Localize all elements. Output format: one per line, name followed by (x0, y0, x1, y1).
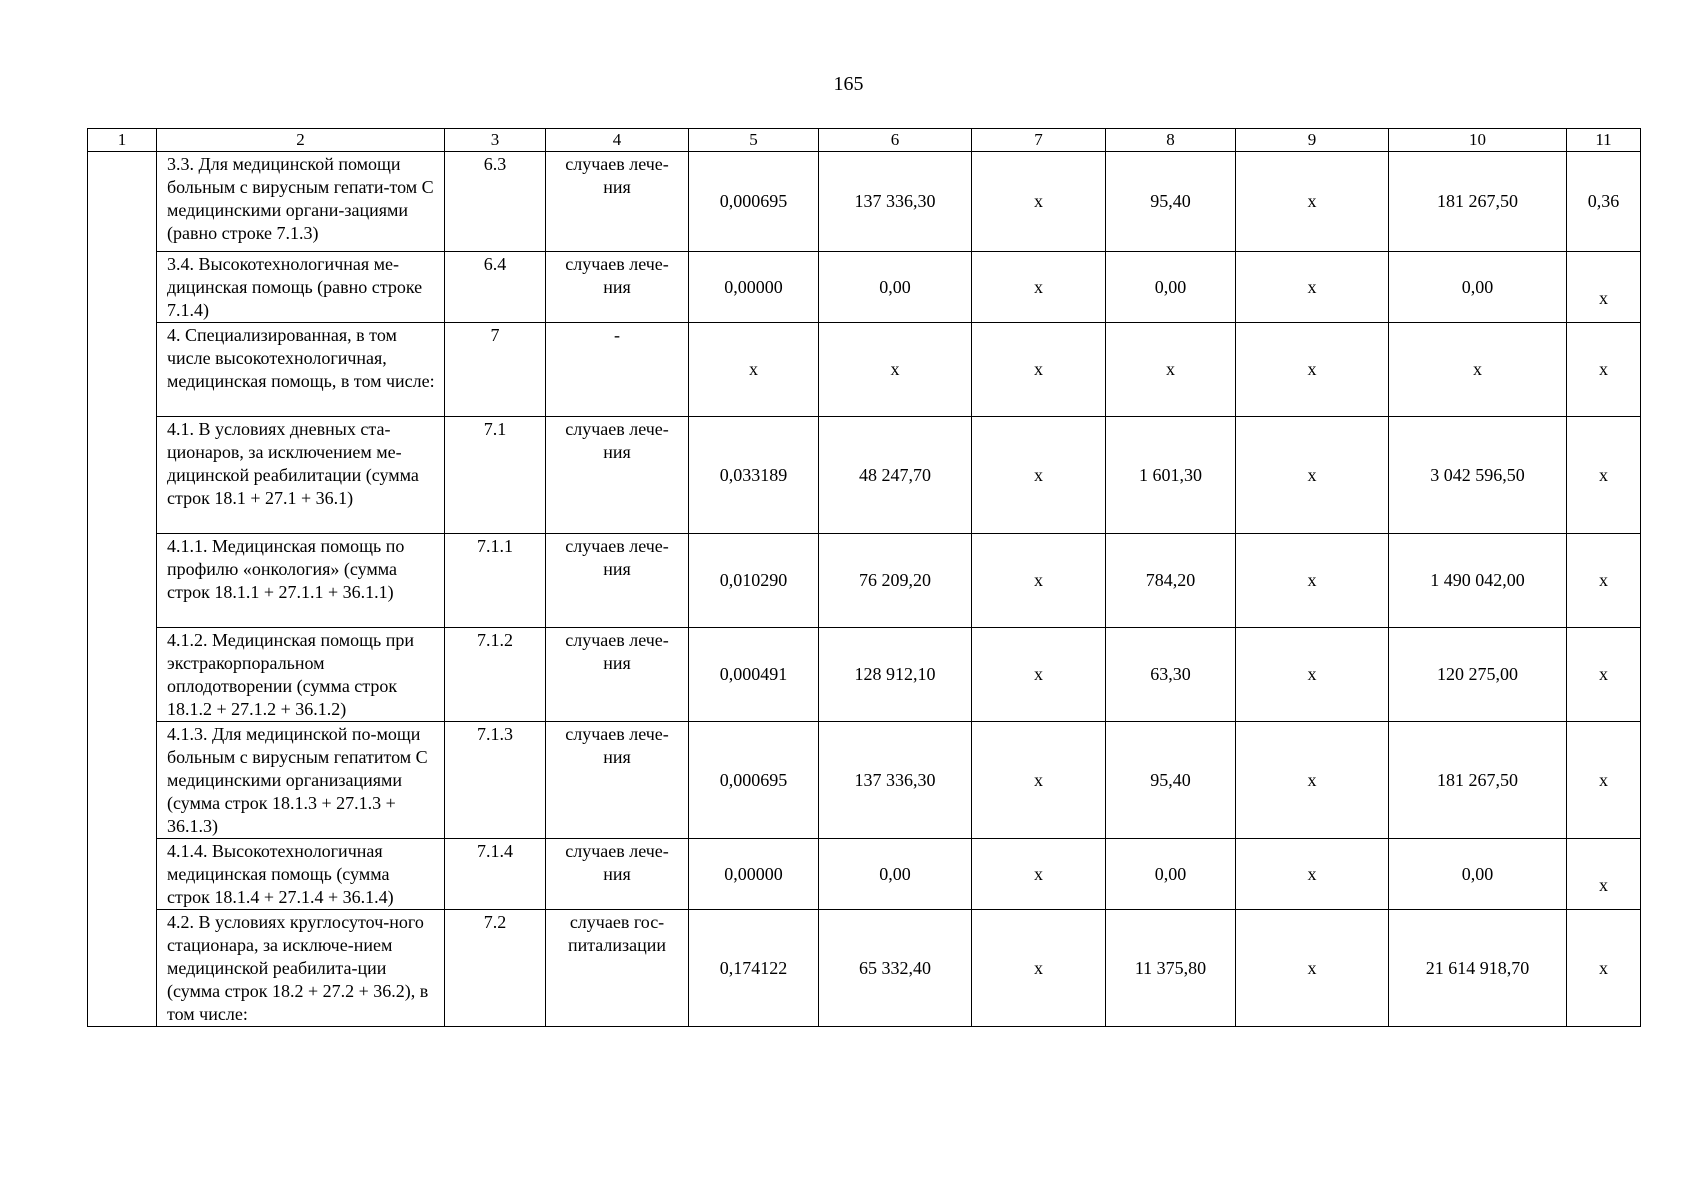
column-header: 5 (689, 129, 819, 152)
page-number: 165 (833, 73, 864, 95)
row-description: 4.1.1. Медицинская помощь по профилю «онкология» (сумма строк 18.1.1 + 27.1.1 + 36.1.1) (157, 534, 445, 628)
row-description: 3.4. Высокотехнологичная ме-дицинская помощь (равно строке 7.1.4) (157, 252, 445, 323)
cell-col7: х (972, 417, 1106, 534)
table-row (88, 323, 1641, 417)
cell-col9: х (1236, 152, 1389, 252)
row-unit: случаев лече-ния (546, 722, 689, 839)
cell-col8: 95,40 (1106, 152, 1236, 252)
column-header: 3 (445, 129, 546, 152)
row-group-cell (88, 152, 157, 1027)
cell-col8: 784,20 (1106, 534, 1236, 628)
row-unit: случаев лече-ния (546, 839, 689, 910)
cell-col5: х (689, 323, 819, 417)
cell-col11: х (1567, 628, 1641, 722)
cell-col6: 76 209,20 (819, 534, 972, 628)
cell-col11: х (1567, 534, 1641, 628)
table-row (88, 534, 1641, 628)
cell-col8: 11 375,80 (1106, 910, 1236, 1027)
cell-col6: х (819, 323, 972, 417)
row-code: 7.1.1 (445, 534, 546, 628)
column-header: 7 (972, 129, 1106, 152)
cell-col10: 3 042 596,50 (1389, 417, 1567, 534)
cell-col7: х (972, 534, 1106, 628)
cell-col7: х (972, 910, 1106, 1027)
cell-col5: 0,000491 (689, 628, 819, 722)
cell-col11: х (1567, 722, 1641, 839)
row-code: 7.2 (445, 910, 546, 1027)
cell-col9: х (1236, 417, 1389, 534)
cell-col6: 137 336,30 (819, 152, 972, 252)
cell-col10: 181 267,50 (1389, 722, 1567, 839)
cell-col5: 0,000695 (689, 152, 819, 252)
row-unit: случаев лече-ния (546, 152, 689, 252)
cell-col7: х (972, 323, 1106, 417)
cell-col9: х (1236, 628, 1389, 722)
row-code: 6.4 (445, 252, 546, 323)
cell-col7: х (972, 252, 1106, 323)
cell-col7: х (972, 722, 1106, 839)
row-code: 7.1.2 (445, 628, 546, 722)
table-row (88, 417, 1641, 534)
column-header: 1 (88, 129, 157, 152)
table-row (88, 252, 1641, 323)
column-header: 2 (157, 129, 445, 152)
row-code: 6.3 (445, 152, 546, 252)
row-unit: случаев лече-ния (546, 534, 689, 628)
table-row (88, 910, 1641, 1027)
row-description: 4.2. В условиях круглосуточ-ного стационара, за исключе-нием медицинской реабилита-ции (сумма строк 18.2 + 27.2 + 36.2), в том числе: (157, 910, 445, 1027)
cell-col6: 0,00 (819, 839, 972, 910)
cell-col10: 0,00 (1389, 252, 1567, 323)
cell-col11: 0,36 (1567, 152, 1641, 252)
row-description: 4.1.2. Медицинская помощь при экстракорпоральном оплодотворении (сумма строк 18.1.2 + 27.1.2 + 36.1.2) (157, 628, 445, 722)
cell-col11: х (1567, 252, 1641, 323)
cell-col10: 21 614 918,70 (1389, 910, 1567, 1027)
cell-col6: 128 912,10 (819, 628, 972, 722)
row-code: 7 (445, 323, 546, 417)
column-header: 6 (819, 129, 972, 152)
row-description: 4. Специализированная, в том числе высокотехнологичная, медицинская помощь, в том числе: (157, 323, 445, 417)
cell-col9: х (1236, 839, 1389, 910)
cell-col5: 0,174122 (689, 910, 819, 1027)
row-unit: случаев лече-ния (546, 417, 689, 534)
row-code: 7.1.3 (445, 722, 546, 839)
cell-col10: 1 490 042,00 (1389, 534, 1567, 628)
data-table (87, 128, 1641, 1027)
cell-col8: 0,00 (1106, 839, 1236, 910)
cell-col6: 48 247,70 (819, 417, 972, 534)
cell-col11: х (1567, 910, 1641, 1027)
cell-col6: 0,00 (819, 252, 972, 323)
cell-col7: х (972, 152, 1106, 252)
row-description: 4.1.3. Для медицинской по-мощи больным с вирусным гепатитом С медицинскими организациями (сумма строк 18.1.3 + 27.1.3 + 36.1.3) (157, 722, 445, 839)
cell-col5: 0,010290 (689, 534, 819, 628)
table-row (88, 722, 1641, 839)
table-row (88, 839, 1641, 910)
row-unit: случаев гос-питализации (546, 910, 689, 1027)
cell-col6: 65 332,40 (819, 910, 972, 1027)
cell-col5: 0,000695 (689, 722, 819, 839)
row-description: 4.1.4. Высокотехнологичная медицинская помощь (сумма строк 18.1.4 + 27.1.4 + 36.1.4) (157, 839, 445, 910)
cell-col9: х (1236, 534, 1389, 628)
cell-col9: х (1236, 252, 1389, 323)
cell-col10: 181 267,50 (1389, 152, 1567, 252)
cell-col10: 120 275,00 (1389, 628, 1567, 722)
row-code: 7.1.4 (445, 839, 546, 910)
cell-col6: 137 336,30 (819, 722, 972, 839)
table-header-row (88, 129, 1641, 152)
cell-col10: х (1389, 323, 1567, 417)
cell-col5: 0,033189 (689, 417, 819, 534)
cell-col9: х (1236, 323, 1389, 417)
column-header: 11 (1567, 129, 1641, 152)
cell-col5: 0,00000 (689, 252, 819, 323)
cell-col8: 63,30 (1106, 628, 1236, 722)
cell-col11: х (1567, 323, 1641, 417)
cell-col8: 1 601,30 (1106, 417, 1236, 534)
cell-col5: 0,00000 (689, 839, 819, 910)
column-header: 8 (1106, 129, 1236, 152)
cell-col10: 0,00 (1389, 839, 1567, 910)
row-unit: случаев лече-ния (546, 628, 689, 722)
cell-col7: х (972, 839, 1106, 910)
cell-col9: х (1236, 722, 1389, 839)
column-header: 9 (1236, 129, 1389, 152)
table-row (88, 152, 1641, 252)
cell-col8: 95,40 (1106, 722, 1236, 839)
cell-col11: х (1567, 839, 1641, 910)
cell-col8: х (1106, 323, 1236, 417)
row-unit: - (546, 323, 689, 417)
row-code: 7.1 (445, 417, 546, 534)
column-header: 4 (546, 129, 689, 152)
row-description: 3.3. Для медицинской помощи больным с вирусным гепати-том С медицинскими органи-зациями (равно строке 7.1.3) (157, 152, 445, 252)
row-description: 4.1. В условиях дневных ста-ционаров, за исключением ме-дицинской реабилитации (сумма строк 18.1 + 27.1 + 36.1) (157, 417, 445, 534)
cell-col11: х (1567, 417, 1641, 534)
row-unit: случаев лече-ния (546, 252, 689, 323)
cell-col8: 0,00 (1106, 252, 1236, 323)
column-header: 10 (1389, 129, 1567, 152)
cell-col9: х (1236, 910, 1389, 1027)
table-row (88, 628, 1641, 722)
cell-col7: х (972, 628, 1106, 722)
